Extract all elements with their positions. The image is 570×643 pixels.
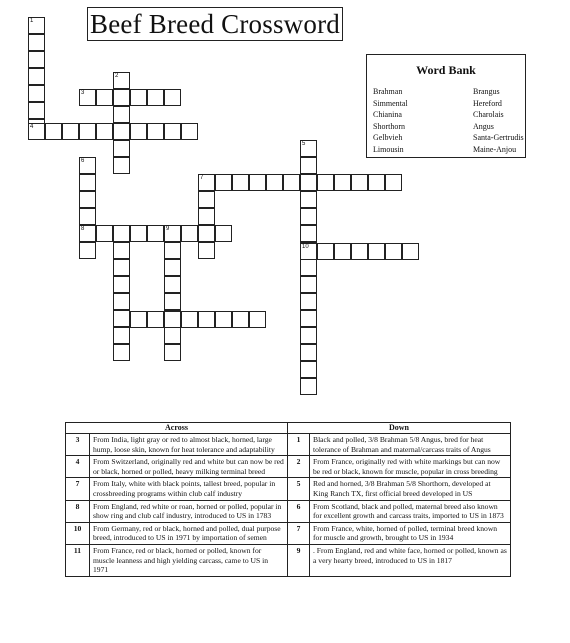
- grid-cell[interactable]: [300, 344, 317, 361]
- grid-cell[interactable]: [113, 106, 130, 123]
- grid-cell[interactable]: [300, 293, 317, 310]
- grid-cell[interactable]: [113, 123, 130, 140]
- clue-number: 9: [166, 226, 170, 232]
- grid-cell[interactable]: [181, 225, 198, 242]
- grid-cell[interactable]: [164, 242, 181, 259]
- grid-cell[interactable]: [300, 378, 317, 395]
- down-clue-number: 7: [288, 522, 310, 544]
- grid-cell[interactable]: [113, 259, 130, 276]
- grid-cell[interactable]: [232, 174, 249, 191]
- clue-number: 10: [302, 244, 309, 250]
- grid-cell[interactable]: [79, 89, 96, 106]
- grid-cell[interactable]: [317, 174, 334, 191]
- clue-row: [66, 478, 511, 500]
- grid-cell[interactable]: [215, 225, 232, 242]
- grid-cell[interactable]: [113, 157, 130, 174]
- grid-cell[interactable]: [317, 243, 334, 260]
- grid-cell[interactable]: [79, 123, 96, 140]
- across-clue-number: 8: [66, 500, 90, 522]
- across-clue-number: 11: [66, 544, 90, 576]
- word-bank-item: Charolais: [473, 110, 504, 119]
- grid-cell[interactable]: [300, 140, 317, 157]
- grid-cell[interactable]: [164, 276, 181, 293]
- across-clue-text: From England, red white or roan, horned or polled, popular in show ring and club calf industry, introduced to US in 1783: [90, 500, 288, 522]
- grid-cell[interactable]: [96, 225, 113, 242]
- word-bank-right-column: [473, 86, 524, 155]
- grid-cell[interactable]: [79, 208, 96, 225]
- clue-number: 5: [302, 141, 306, 147]
- grid-cell[interactable]: [198, 174, 215, 191]
- down-clue-number: 9: [288, 544, 310, 576]
- grid-cell[interactable]: [164, 259, 181, 276]
- clue-number: 3: [81, 90, 85, 96]
- grid-cell[interactable]: [164, 344, 181, 361]
- clue-number: 2: [115, 73, 119, 79]
- grid-cell[interactable]: [113, 89, 130, 106]
- grid-cell[interactable]: [215, 174, 232, 191]
- grid-cell[interactable]: [147, 225, 164, 242]
- grid-cell[interactable]: [164, 123, 181, 140]
- word-bank-left-column: [373, 86, 408, 155]
- grid-cell[interactable]: [28, 102, 45, 119]
- clue-row: [66, 544, 511, 576]
- down-clue-number: 1: [288, 434, 310, 456]
- word-bank-item: Maine-Anjou: [473, 144, 517, 154]
- clue-row: [66, 522, 511, 544]
- grid-cell[interactable]: [368, 174, 385, 191]
- grid-cell[interactable]: [300, 208, 317, 225]
- clue-row: [66, 500, 511, 522]
- grid-cell[interactable]: [300, 361, 317, 378]
- across-clue-number: 3: [66, 434, 90, 456]
- grid-cell[interactable]: [164, 311, 181, 328]
- grid-cell[interactable]: [249, 174, 266, 191]
- grid-cell[interactable]: [215, 311, 232, 328]
- grid-cell[interactable]: [113, 344, 130, 361]
- grid-cell[interactable]: [96, 123, 113, 140]
- grid-cell[interactable]: [181, 123, 198, 140]
- down-clue-text: Red and horned, 3/8 Brahman 5/8 Shorthorn, developed at King Ranch TX, first official breed developed in US: [310, 478, 511, 500]
- word-bank-item: Hereford: [473, 98, 502, 108]
- clue-row: [66, 456, 511, 478]
- grid-cell[interactable]: [181, 311, 198, 328]
- clue-row: [66, 434, 511, 456]
- word-bank: [366, 54, 526, 158]
- grid-cell[interactable]: [300, 276, 317, 293]
- grid-cell[interactable]: [130, 225, 147, 242]
- grid-cell[interactable]: [198, 191, 215, 208]
- down-header: Down: [288, 423, 511, 434]
- word-bank-item: Simmental: [373, 98, 408, 108]
- grid-cell[interactable]: [368, 243, 385, 260]
- word-bank-item: Gelbvieh: [373, 133, 403, 142]
- grid-cell[interactable]: [28, 85, 45, 102]
- grid-cell[interactable]: [402, 243, 419, 260]
- grid-cell[interactable]: [351, 174, 368, 191]
- grid-cell[interactable]: [300, 243, 317, 260]
- clue-number: 4: [30, 124, 34, 130]
- word-bank-item: Chianina: [373, 110, 402, 119]
- clue-number: 7: [200, 175, 204, 181]
- grid-cell[interactable]: [300, 327, 317, 344]
- title-text: Beef Breed Crossword: [90, 8, 340, 39]
- grid-cell[interactable]: [300, 174, 317, 191]
- grid-cell[interactable]: [96, 89, 113, 106]
- word-bank-title: Word Bank: [416, 63, 476, 77]
- down-clue-number: 5: [288, 478, 310, 500]
- grid-cell[interactable]: [300, 157, 317, 174]
- grid-cell[interactable]: [45, 123, 62, 140]
- grid-cell[interactable]: [232, 311, 249, 328]
- down-clue-text: From France, originally red with white markings but can now be red or black, known for muscle, popular in cross breeding: [310, 456, 511, 478]
- down-clue-text: . From England, red and white face, horned or polled, known as a very hearty breed, introduced to US in 1817: [310, 544, 511, 576]
- grid-cell[interactable]: [113, 276, 130, 293]
- down-clue-text: From Scotland, black and polled, maternal breed also known for excellent growth and carcass traits, imported to US in 1873: [310, 500, 511, 522]
- grid-cell[interactable]: [28, 17, 45, 34]
- grid-cell[interactable]: [113, 242, 130, 259]
- grid-cell[interactable]: [79, 242, 96, 259]
- word-bank-item: Brangus: [473, 87, 500, 96]
- grid-cell[interactable]: [198, 311, 215, 328]
- clue-number: 6: [81, 158, 85, 164]
- grid-cell[interactable]: [334, 243, 351, 260]
- grid-cell[interactable]: [130, 89, 147, 106]
- across-clue-number: 10: [66, 522, 90, 544]
- word-bank-item: Shorthorn: [373, 121, 405, 131]
- across-clue-number: 7: [66, 478, 90, 500]
- word-bank-item: Angus: [473, 121, 494, 131]
- grid-cell[interactable]: [164, 225, 181, 242]
- across-clue-text: From Germany, red or black, horned and polled, dual purpose breed, introduced to US in 1971 by importation of semen: [90, 522, 288, 544]
- grid-cell[interactable]: [164, 293, 181, 310]
- clues-table: [65, 422, 511, 577]
- grid-cell[interactable]: [164, 327, 181, 344]
- across-clue-text: From India, light gray or red to almost black, horned, large hump, loose skin, known for heat tolerance and adaptability: [90, 434, 288, 456]
- grid-cell[interactable]: [198, 208, 215, 225]
- down-clue-number: 2: [288, 456, 310, 478]
- grid-cell[interactable]: [130, 311, 147, 328]
- grid-cell[interactable]: [300, 310, 317, 327]
- word-bank-item: Santa-Gertrudis: [473, 133, 524, 142]
- grid-cell[interactable]: [300, 225, 317, 242]
- grid-cell[interactable]: [79, 174, 96, 191]
- across-header: Across: [66, 423, 288, 434]
- grid-cell[interactable]: [385, 174, 402, 191]
- clue-number: 8: [81, 226, 85, 232]
- grid-cell[interactable]: [147, 311, 164, 328]
- grid-cell[interactable]: [79, 191, 96, 208]
- across-clue-text: From Italy, white with black points, tallest breed, popular in crossbreeding programs within club calf industry: [90, 478, 288, 500]
- down-clue-text: Black and polled, 3/8 Brahman 5/8 Angus, bred for heat tolerance of Brahman and maternal/carcass traits of Angus: [310, 434, 511, 456]
- clue-number: 1: [30, 18, 34, 24]
- grid-cell[interactable]: [28, 34, 45, 51]
- grid-cell[interactable]: [79, 225, 96, 242]
- grid-cell[interactable]: [113, 140, 130, 157]
- grid-cell[interactable]: [147, 89, 164, 106]
- grid-cell[interactable]: [300, 259, 317, 276]
- down-clue-text: From France, white, horned of polled, terminal breed known for muscle and growth, brought to US in 1934: [310, 522, 511, 544]
- grid-cell[interactable]: [62, 123, 79, 140]
- grid-cell[interactable]: [283, 174, 300, 191]
- grid-cell[interactable]: [266, 174, 283, 191]
- across-clue-number: 4: [66, 456, 90, 478]
- grid-cell[interactable]: [113, 225, 130, 242]
- grid-cell[interactable]: [28, 123, 45, 140]
- grid-cell[interactable]: [198, 242, 215, 259]
- grid-cell[interactable]: [113, 327, 130, 344]
- grid-cell[interactable]: [113, 72, 130, 89]
- grid-cell[interactable]: [300, 191, 317, 208]
- grid-cell[interactable]: [334, 174, 351, 191]
- grid-cell[interactable]: [28, 51, 45, 68]
- grid-cell[interactable]: [130, 123, 147, 140]
- across-clue-text: From France, red or black, horned or polled, known for muscle leanness and high yielding carcass, came to US in 1971: [90, 544, 288, 576]
- grid-cell[interactable]: [113, 293, 130, 310]
- grid-cell[interactable]: [351, 243, 368, 260]
- word-bank-item: Brahman: [373, 87, 403, 96]
- grid-cell[interactable]: [249, 311, 266, 328]
- grid-cell[interactable]: [147, 123, 164, 140]
- across-clue-text: From Switzerland, originally red and white but can now be red or black, horned or polled, heavy milking terminal breed: [90, 456, 288, 478]
- down-clue-number: 6: [288, 500, 310, 522]
- grid-cell[interactable]: [28, 68, 45, 85]
- grid-cell[interactable]: [164, 89, 181, 106]
- grid-cell[interactable]: [113, 310, 130, 327]
- word-bank-item: Limousin: [373, 144, 404, 154]
- grid-cell[interactable]: [385, 243, 402, 260]
- grid-cell[interactable]: [79, 157, 96, 174]
- grid-cell[interactable]: [198, 225, 215, 242]
